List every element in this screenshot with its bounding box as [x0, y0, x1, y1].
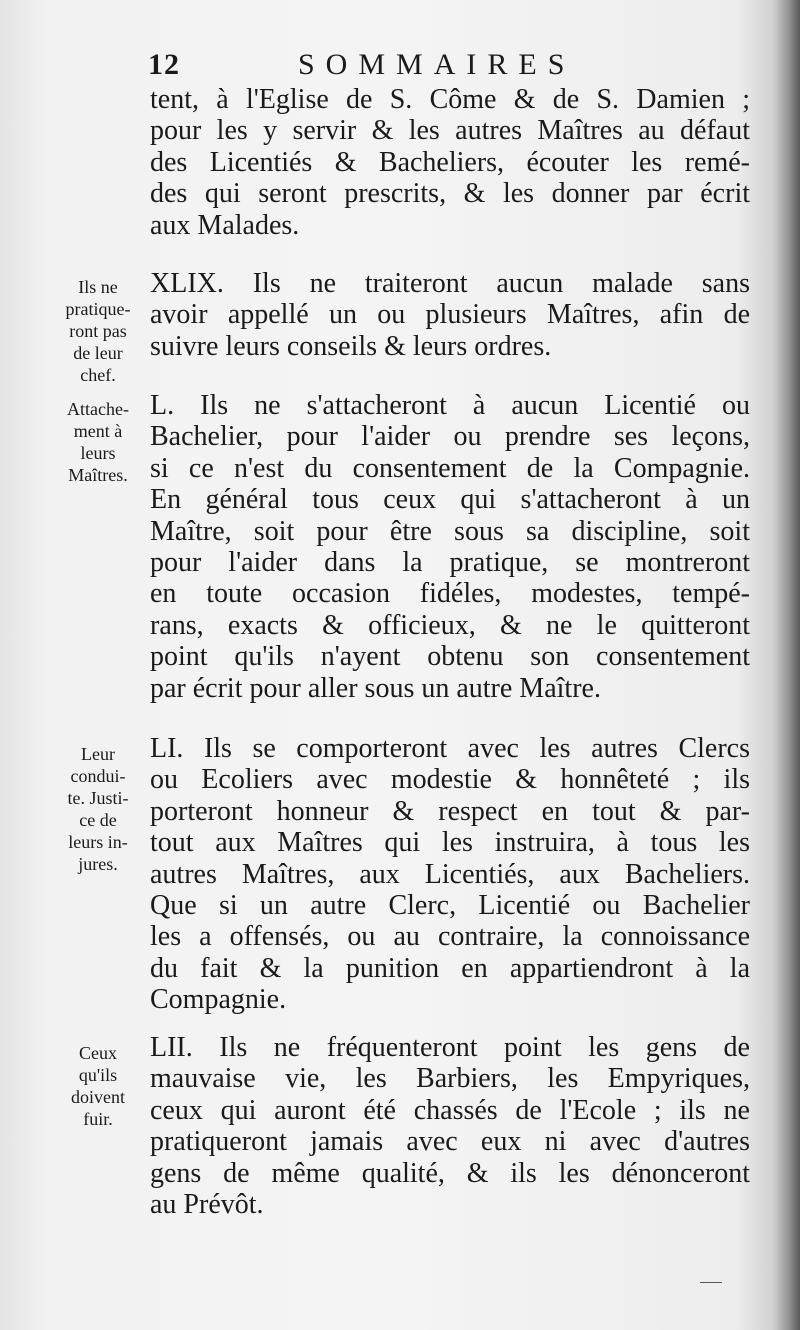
text-line: si ce n'est du consentement de la Compagnie. — [150, 452, 750, 484]
text-line: LII. Ils ne fréquenteront point les gens de — [150, 1032, 750, 1063]
text-line: porteront honneur & respect en tout & par- — [150, 795, 750, 827]
margin-note-line: leurs — [80, 443, 116, 463]
text-line: Bachelier, pour l'aider ou prendre ses leçons, — [150, 421, 750, 453]
article-li — [150, 733, 750, 1016]
text-line: ou Ecoliers avec modestie & honnêteté ; ils — [150, 764, 750, 796]
text-line: XLIX. Ils ne traiteront aucun malade sans — [150, 268, 750, 299]
text-line: Maître, soit pour être sous sa discipline, soit — [150, 515, 750, 547]
text-line: En général tous ceux qui s'attacheront à un — [150, 484, 750, 516]
margin-note-line: ment à — [73, 421, 123, 441]
margin-note-line: condui- — [70, 766, 126, 786]
running-title: SOMMAIRES — [298, 48, 576, 81]
text-line: autres Maîtres, aux Licentiés, aux Bacheliers. — [150, 858, 750, 890]
text-line: des qui seront prescrits, & les donner par écrit — [150, 178, 750, 210]
margin-note-line: Leur — [81, 744, 115, 764]
text-line: suivre leurs conseils & leurs ordres. — [150, 330, 552, 362]
page-number: 12 — [148, 48, 180, 81]
margin-note-line: fuir. — [83, 1109, 113, 1129]
margin-note-l — [48, 398, 148, 486]
text-line: en toute occasion fidéles, modestes, tempé- — [150, 578, 750, 610]
margin-note-line: chef. — [80, 365, 116, 385]
text-line: pour les y servir & les autres Maîtres au défaut — [150, 115, 750, 147]
text-line: point qu'ils n'ayent obtenu son consentement — [150, 641, 750, 673]
page-gutter-shadow — [772, 0, 800, 1330]
text-line: rans, exacts & officieux, & ne le quitteront — [150, 609, 750, 641]
margin-note-line: te. Justi- — [67, 788, 129, 808]
footer-rule — [700, 1282, 722, 1283]
text-line: gens de même qualité, & ils les dénonceront — [150, 1157, 750, 1189]
text-line: mauvaise vie, les Barbiers, les Empyriques, — [150, 1063, 750, 1095]
text-line: tent, à l'Eglise de S. Côme & de S. Damien ; — [150, 84, 750, 115]
margin-note-line: doivent — [71, 1087, 125, 1107]
margin-note-li — [48, 743, 148, 875]
text-line: ceux qui auront été chassés de l'Ecole ; ils ne — [150, 1094, 750, 1126]
text-line: les a offensés, ou au contraire, la connoissance — [150, 921, 750, 953]
margin-note-line: Ils ne — [78, 277, 118, 297]
page-header — [148, 48, 768, 88]
text-line: au Prévôt. — [150, 1189, 264, 1221]
text-line: L. Ils ne s'attacheront à aucun Licentié ou — [150, 390, 750, 421]
margin-note-line: pratique- — [65, 299, 131, 319]
article-l — [150, 390, 750, 704]
text-line: LI. Ils se comporteront avec les autres Clercs — [150, 733, 750, 764]
margin-note-line: leurs in- — [68, 832, 128, 852]
article-xlix — [150, 268, 750, 362]
margin-note-line: de leur — [73, 343, 123, 363]
margin-note-line: Ceux — [79, 1043, 117, 1063]
article-lii — [150, 1032, 750, 1220]
margin-note-line: ront pas — [69, 321, 127, 341]
text-line: pratiqueront jamais avec eux ni avec d'autres — [150, 1126, 750, 1158]
intro-paragraph — [150, 84, 750, 241]
margin-note-line: Attache- — [67, 399, 129, 419]
text-line: avoir appellé un ou plusieurs Maîtres, afin de — [150, 299, 750, 331]
margin-note-line: ce de — [79, 810, 117, 830]
margin-note-lii — [48, 1042, 148, 1130]
text-line: aux Malades. — [150, 209, 300, 241]
text-line: Compagnie. — [150, 984, 287, 1016]
margin-note-xlix — [48, 276, 148, 386]
margin-note-line: qu'ils — [78, 1065, 118, 1085]
text-line: tout aux Maîtres qui les instruira, à tous les — [150, 827, 750, 859]
margin-note-line: Maîtres. — [68, 465, 128, 485]
text-line: Que si un autre Clerc, Licentié ou Bachelier — [150, 890, 750, 922]
text-line: par écrit pour aller sous un autre Maître. — [150, 672, 601, 704]
margin-note-line: jures. — [78, 854, 118, 874]
text-line: du fait & la punition en appartiendront à la — [150, 952, 750, 984]
text-line: des Licentiés & Bacheliers, écouter les remé- — [150, 146, 750, 178]
text-line: pour l'aider dans la pratique, se montreront — [150, 547, 750, 579]
